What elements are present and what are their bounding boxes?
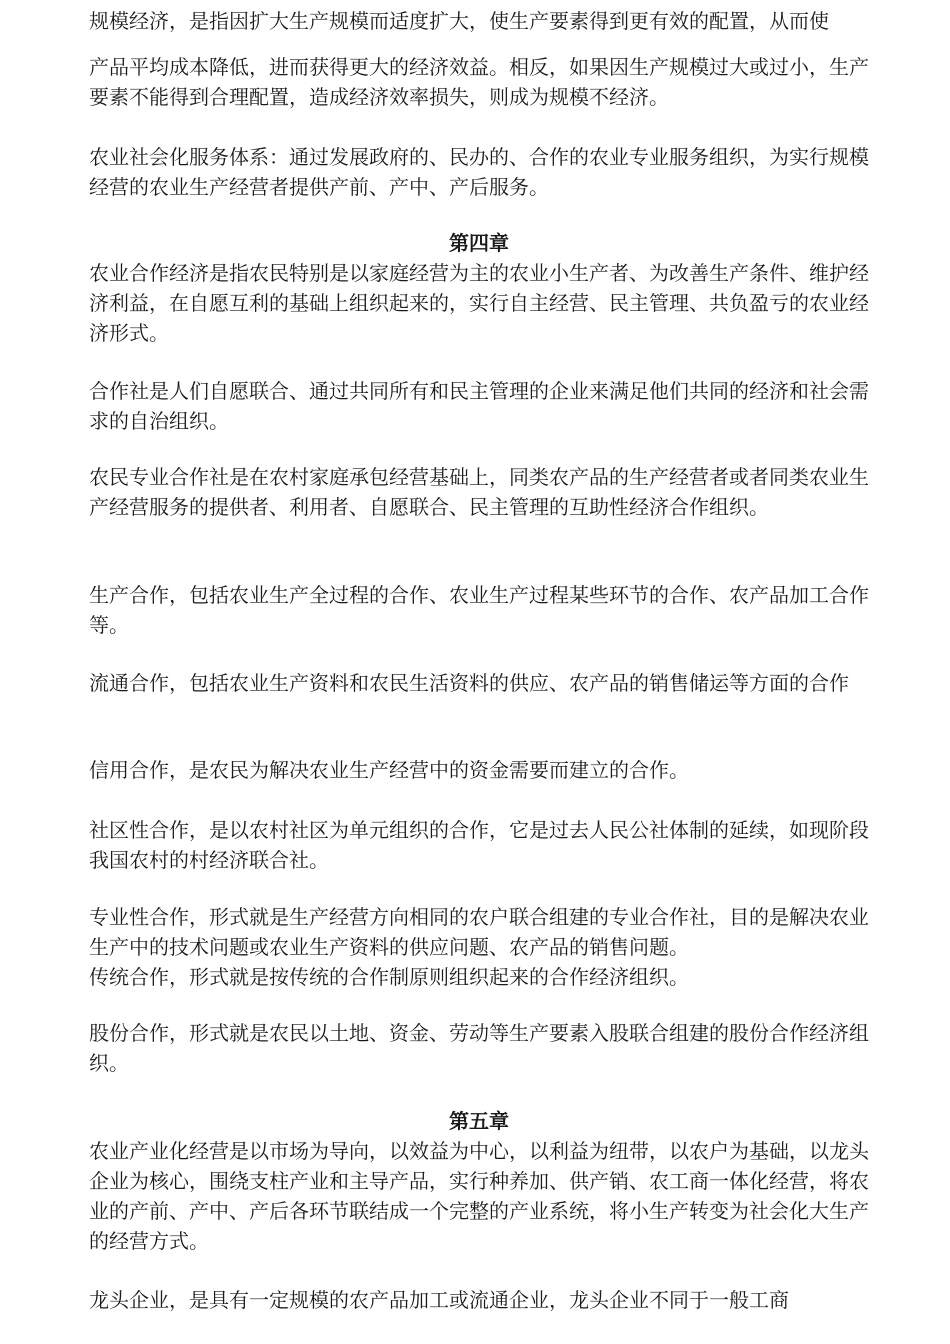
cropped-bottom-text: 龙头企业，是具有一定规模的农产品加工或流通企业，龙头企业不同于一般工商 [89, 1288, 789, 1312]
paragraph-credit-cooperation: 信用合作，是农民为解决农业生产经营中的资金需要而建立的合作。 [89, 758, 689, 782]
paragraph-social-service-system: 农业社会化服务体系：通过发展政府的、民办的、合作的农业专业服务组织，为实行规模经营的农业生产经营者提供产前、产中、产后服务。 [89, 145, 869, 199]
cropped-top-line [89, 9, 869, 36]
paragraph-circulation-cooperation: 流通合作，包括农业生产资料和农民生活资料的供应、农产品的销售储运等方面的合作 [89, 671, 849, 695]
paragraph-cooperative-definition: 合作社是人们自愿联合、通过共同所有和民主管理的企业来满足他们共同的经济和社会需求的自治组织。 [89, 379, 869, 433]
paragraph-specialized-cooperation: 专业性合作，形式就是生产经营方向相同的农户联合组建的专业合作社，目的是解决农业生产中的技术问题或农业生产资料的供应问题、农产品的销售问题。 [89, 905, 869, 959]
paragraph-shareholding-cooperation: 股份合作，形式就是农民以土地、资金、劳动等生产要素入股联合组建的股份合作经济组织。 [89, 1021, 869, 1075]
paragraph-traditional-cooperation: 传统合作，形式就是按传统的合作制原则组织起来的合作经济组织。 [89, 965, 689, 989]
paragraph-industrialization: 农业产业化经营是以市场为导向，以效益为中心，以利益为纽带，以农户为基础，以龙头企业为核心，围绕支柱产业和主导产品，实行种养加、供产销、农工商一体化经营，将农业的产前、产中、产后各环节联结成一个完整的产业系统，将小生产转变为社会化大生产的经营方式。 [89, 1139, 869, 1253]
chapter-heading-4: 第四章 [449, 231, 509, 255]
chapter-heading-5: 第五章 [449, 1109, 509, 1133]
paragraph-production-cooperation: 生产合作，包括农业生产全过程的合作、农业生产过程某些环节的合作、农产品加工合作等。 [89, 583, 869, 637]
cropped-top-text: 规模经济，是指因扩大生产规模而适度扩大，使生产要素得到更有效的配置，从而使 [89, 9, 829, 33]
cropped-bottom-line [89, 1285, 869, 1312]
paragraph-cooperative-economy: 农业合作经济是指农民特别是以家庭经营为主的农业小生产者、为改善生产条件、维护经济利益，在自愿互利的基础上组织起来的，实行自主经营、民主管理、共负盈亏的农业经济形式。 [89, 261, 869, 345]
paragraph-farmer-cooperative: 农民专业合作社是在农村家庭承包经营基础上，同类农产品的生产经营者或者同类农业生产经营服务的提供者、利用者、自愿联合、民主管理的互助性经济合作组织。 [89, 465, 869, 519]
paragraph-economies-of-scale: 产品平均成本降低，进而获得更大的经济效益。相反，如果因生产规模过大或过小，生产要素不能得到合理配置，造成经济效率损失，则成为规模不经济。 [89, 55, 869, 109]
paragraph-community-cooperation: 社区性合作，是以农村社区为单元组织的合作，它是过去人民公社体制的延续，如现阶段我国农村的村经济联合社。 [89, 818, 869, 872]
